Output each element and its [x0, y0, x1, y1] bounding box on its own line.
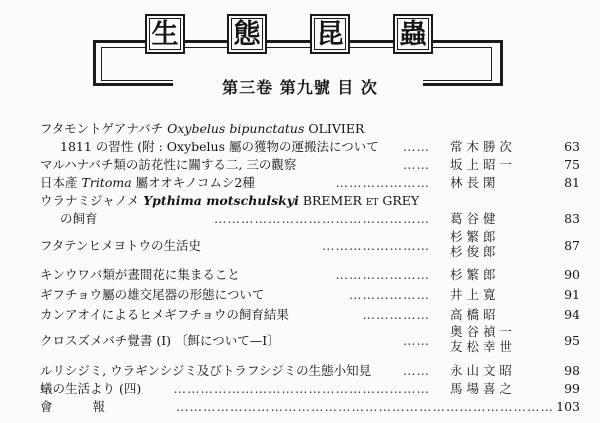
entry-title: キンウワバ類が晝間花に集まること — [40, 267, 240, 282]
entry-author: 奥 谷 禎 一 — [450, 324, 512, 339]
entry-author: 馬 場 喜 之 — [450, 381, 512, 396]
toc-entry — [40, 174, 580, 192]
entry-page: 81 — [564, 175, 580, 190]
entry-author: 常 木 勝 次 — [450, 139, 512, 154]
toc-entry — [40, 266, 580, 284]
title-char-box — [393, 14, 433, 54]
entry-title: マルハナバチ類の訪花性に關する二, 三の觀察 — [40, 157, 297, 172]
toc-entry — [40, 156, 580, 174]
entry-page: 90 — [564, 267, 580, 282]
entry-author-2: 友 松 幸 世 — [450, 339, 512, 354]
toc-entry-cont — [40, 138, 580, 156]
title-char-box — [145, 14, 185, 54]
entry-title: カンアオイによるヒメギフチョウの飼育結果 — [40, 307, 289, 322]
entry-page: 95 — [564, 333, 580, 348]
entry-page: 98 — [564, 363, 580, 378]
toc-entry — [40, 362, 580, 380]
entry-leader: …… — [403, 157, 430, 172]
entry-page: 91 — [564, 287, 580, 302]
toc-entry — [40, 306, 580, 324]
issue-subtitle — [0, 75, 600, 98]
entry-title: 會 報 — [40, 399, 123, 414]
entry-leader: …… — [403, 333, 430, 348]
entry-page: 75 — [564, 157, 580, 172]
toc-entry — [40, 120, 580, 138]
issue-subtitle-text: 第三卷 第九號 目 次 — [212, 75, 388, 98]
entry-author-2: 杉 俊 郎 — [450, 244, 496, 259]
entry-leader: …… — [403, 363, 430, 378]
title-char: 生 — [151, 18, 179, 50]
entry-title: ウラナミジャノメ Ypthima motschulskyi BREMER et GREY — [40, 193, 420, 208]
toc-entry — [40, 192, 580, 210]
entry-title: 蟻の生活より (四) — [40, 381, 142, 396]
entry-title: フタテンヒメヨトウの生活史 — [40, 238, 202, 253]
entry-title-line2: 1811 の習性 (附 : Oxybelus 屬の獲物の運搬法について — [60, 139, 379, 154]
entry-page: 87 — [564, 238, 580, 253]
entry-leader: …………… — [362, 307, 430, 322]
entry-page: 63 — [564, 139, 580, 154]
title-char: 昆 — [316, 18, 344, 50]
entry-author: 坂 上 昭 一 — [450, 157, 512, 172]
entry-author: 林 長 閑 — [450, 175, 496, 190]
entry-page: 83 — [564, 211, 580, 226]
entry-title: 日本產 Tritoma 屬オオキノコムシ2種 — [40, 175, 255, 190]
entry-page: 103 — [556, 399, 580, 414]
title-char: 蟲 — [399, 18, 427, 50]
entry-leader: ……………… — [349, 287, 430, 302]
entry-leader: ………………………………………………………………………… — [176, 399, 554, 414]
title-char-box — [310, 14, 350, 54]
toc-entry — [40, 398, 580, 416]
toc-entry — [40, 380, 580, 398]
entry-leader: ………………… — [335, 267, 430, 282]
title-char: 態 — [233, 18, 261, 50]
entry-author: 杉 繁 郎 — [450, 267, 496, 282]
toc-entry — [40, 229, 580, 259]
entry-author: 井 上 寛 — [450, 287, 496, 302]
entry-author: 葛 谷 健 — [450, 211, 496, 226]
toc-entry-cont — [40, 210, 580, 228]
entry-title: ルリシジミ, ウラギンシジミ及びトラフシジミの生態小知見 — [40, 363, 372, 378]
entry-leader: ………………… — [335, 175, 430, 190]
entry-leader: ………………………………………………… — [173, 381, 430, 396]
entry-leader: …………………… — [322, 238, 430, 253]
entry-leader: ………………………………………… — [214, 211, 430, 226]
entry-page: 94 — [564, 307, 580, 322]
toc-entry — [40, 286, 580, 304]
entry-title: ギフチョウ屬の雄交尾器の形態について — [40, 287, 265, 302]
entry-page: 99 — [564, 381, 580, 396]
entry-author: 永 山 文 昭 — [450, 363, 512, 378]
entry-title-line2: の飼育 — [60, 211, 98, 226]
entry-author: 杉 繁 郎 — [450, 229, 496, 244]
entry-title: フタモントゲアナバチ Oxybelus bipunctatus OLIVIER — [40, 121, 365, 136]
title-char-box — [227, 14, 267, 54]
entry-leader: …… — [403, 139, 430, 154]
entry-title: クロスズメバチ覺書 (I) 〔餌について—I〕 — [40, 333, 280, 348]
entry-author: 高 橋 昭 — [450, 307, 496, 322]
toc-entry — [40, 324, 580, 355]
